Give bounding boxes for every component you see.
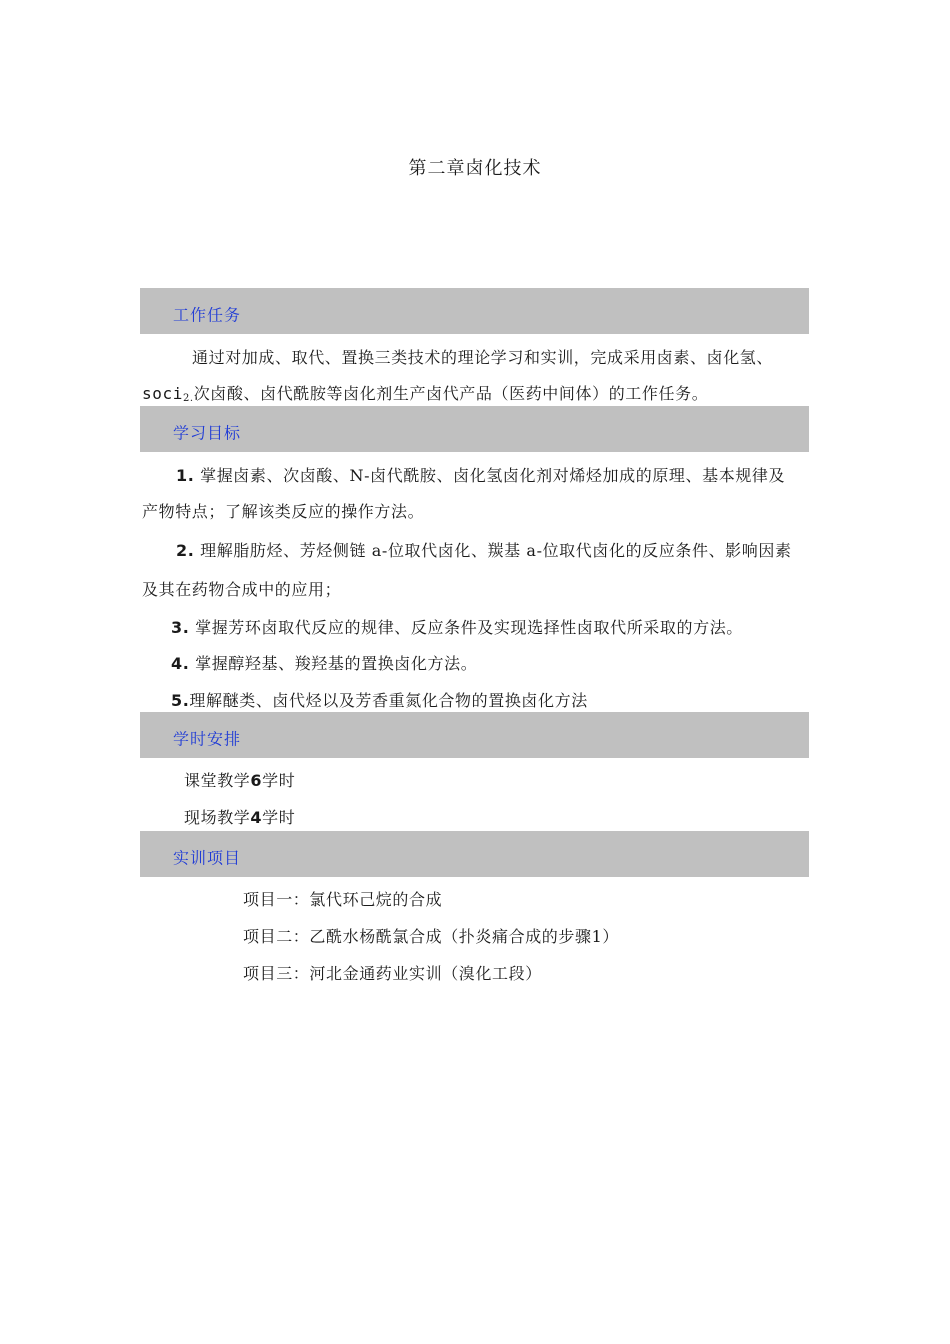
task-reagent-subscript: 2. — [182, 393, 194, 404]
task-paragraph-line-1: 通过对加成、取代、置换三类技术的理论学习和实训，完成采用卤素、卤化氢、 — [192, 348, 774, 367]
objective-item-2-line-1 — [176, 539, 792, 563]
task-paragraph-rest: 次卤酸、卤代酰胺等卤化剂生产卤代产品（医药中间体）的工作任务。 — [193, 384, 709, 403]
objective-text: 理解脂肪烃、芳烃侧链 a-位取代卤化、羰基 a-位取代卤化的反应条件、影响因素 — [200, 541, 792, 560]
schedule-item-hours: 4 — [250, 808, 263, 827]
objective-item-4 — [171, 652, 477, 676]
task-reagent-formula: soci — [142, 384, 183, 403]
section-header-objectives — [140, 406, 809, 452]
objective-text: 理解醚类、卤代烃以及芳香重氮化合物的置换卤化方法 — [189, 691, 588, 710]
objective-item-3 — [171, 616, 743, 640]
section-header-training — [140, 831, 809, 877]
schedule-item-onsite — [184, 806, 295, 830]
objective-item-5 — [171, 689, 588, 713]
schedule-item-classroom — [184, 769, 295, 793]
schedule-item-unit: 学时 — [262, 771, 296, 790]
training-item-3: 项目三：河北金通药业实训（溴化工段） — [243, 964, 542, 983]
section-heading-objectives: 学习目标 — [173, 423, 242, 443]
objective-text: 掌握芳环卤取代反应的规律、反应条件及实现选择性卤取代所采取的方法。 — [195, 618, 743, 637]
section-header-task — [140, 288, 809, 334]
section-heading-training: 实训项目 — [173, 848, 242, 868]
objective-number: 4. — [171, 654, 190, 673]
schedule-item-unit: 学时 — [262, 808, 296, 827]
page-title: 第二章卤化技术 — [408, 158, 542, 179]
objective-item-2-line-2: 及其在药物合成中的应用； — [142, 580, 342, 599]
objective-number: 2. — [176, 541, 195, 560]
schedule-item-label: 课堂教学 — [184, 771, 251, 790]
schedule-item-hours: 6 — [250, 771, 263, 790]
schedule-item-label: 现场教学 — [184, 808, 251, 827]
section-heading-schedule: 学时安排 — [173, 729, 242, 749]
section-heading-task: 工作任务 — [173, 305, 242, 325]
objective-text: 掌握卤素、次卤酸、N-卤代酰胺、卤化氢卤化剂对烯烃加成的原理、基本规律及 — [200, 466, 786, 485]
objective-number: 1. — [176, 466, 195, 485]
objective-number: 5. — [171, 691, 190, 710]
objective-item-1-line-1 — [176, 464, 785, 488]
training-item-1: 项目一：氯代环己烷的合成 — [243, 890, 443, 909]
section-header-schedule — [140, 712, 809, 758]
objective-number: 3. — [171, 618, 190, 637]
training-item-2: 项目二：乙酰水杨酰氯合成（扑炎痛合成的步骤1） — [243, 927, 619, 946]
objective-item-1-line-2: 产物特点；了解该类反应的操作方法。 — [142, 502, 425, 521]
objective-text: 掌握醇羟基、羧羟基的置换卤化方法。 — [195, 654, 478, 673]
